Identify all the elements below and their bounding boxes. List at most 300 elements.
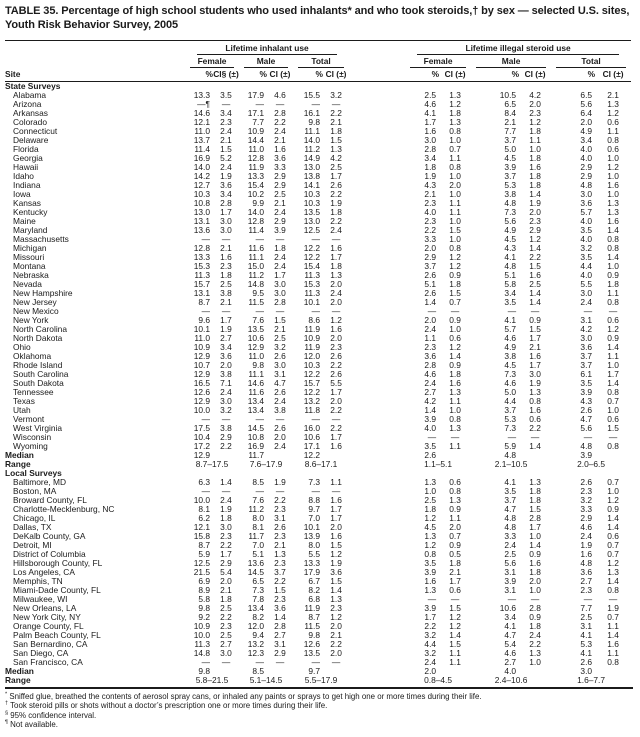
table-row (5, 145, 631, 154)
value-cell: 2.6 (580, 658, 593, 667)
value-cell: 1.3 (449, 91, 461, 100)
value-cell: — (275, 307, 285, 316)
value-cell: 6.7 (308, 577, 320, 586)
site-cell: North Carolina (13, 325, 67, 334)
value-cell: 1.8 (220, 271, 232, 280)
value-cell: 2.0 (529, 100, 541, 109)
value-cell: 10.0 (193, 406, 210, 415)
site-cell: Connecticut (13, 127, 58, 136)
value-cell: 1.3 (274, 550, 286, 559)
value-cell: 3.2 (580, 244, 593, 253)
value-cell: 1.0 (607, 361, 619, 370)
value-cell: 2.4–10.6 (494, 676, 528, 685)
value-cell: 10.0 (193, 631, 210, 640)
value-cell: 1.4 (424, 406, 437, 415)
table-row (5, 154, 631, 163)
value-cell: 2.0 (529, 577, 541, 586)
value-cell: — (255, 307, 264, 316)
value-cell: 1.4 (529, 190, 541, 199)
value-cell: 2.1 (274, 136, 286, 145)
value-cell: — (608, 595, 618, 604)
value-cell: 1.6 (607, 181, 619, 190)
site-cell: Memphis, TN (13, 577, 63, 586)
value-cell: 2.3 (274, 595, 286, 604)
value-cell: 16.0 (303, 424, 320, 433)
value-cell: 5.4 (220, 568, 232, 577)
value-cell: 8.6–17.1 (304, 460, 338, 469)
value-cell: 14.6 (247, 379, 264, 388)
value-cell: 1.6 (529, 559, 541, 568)
site-cell: Baltimore, MD (13, 478, 67, 487)
value-cell: 4.8 (580, 559, 593, 568)
column-gap (349, 68, 405, 82)
value-cell: 3.7 (274, 568, 286, 577)
value-cell: 1.1 (449, 397, 461, 406)
column-gap (349, 289, 405, 298)
value-cell: 7.7 (504, 127, 517, 136)
value-cell: 1.3 (330, 595, 342, 604)
table-row (5, 559, 631, 568)
value-cell: 3.0 (274, 289, 286, 298)
table-row (5, 136, 631, 145)
value-cell: 0.7 (607, 478, 619, 487)
table-row (5, 433, 631, 442)
site-cell: Michigan (13, 244, 47, 253)
value-cell: 2.2 (330, 406, 342, 415)
table-row (5, 244, 631, 253)
value-cell: 1.4 (607, 253, 619, 262)
column-gap (349, 145, 405, 154)
value-cell: 10.3 (303, 190, 320, 199)
value-cell: 2.5 (274, 190, 286, 199)
table-row (5, 262, 631, 271)
table-row (5, 325, 631, 334)
value-cell: 12.9 (193, 352, 210, 361)
value-cell: — (583, 433, 593, 442)
value-cell: — (221, 235, 231, 244)
table-row (5, 604, 631, 613)
value-cell: 1.6 (529, 406, 541, 415)
value-cell: 2.4 (274, 397, 286, 406)
value-cell: 1.5 (330, 541, 342, 550)
value-cell: 2.1 (330, 631, 342, 640)
value-cell: 0.8 (607, 136, 619, 145)
value-cell: 1.9 (529, 379, 541, 388)
value-cell: 1.0 (529, 145, 541, 154)
value-cell: 3.4 (220, 343, 232, 352)
site-header-spacer (5, 41, 185, 56)
column-gap (349, 406, 405, 415)
value-cell: 9.8 (198, 604, 210, 613)
value-cell: 3.6 (220, 181, 232, 190)
value-cell: 9.2 (198, 613, 210, 622)
value-cell: 1.3 (529, 649, 541, 658)
value-cell: 1.1 (449, 649, 461, 658)
value-cell: 8.0 (308, 541, 320, 550)
value-cell: 8.2 (308, 586, 320, 595)
site-cell: North Dakota (13, 334, 63, 343)
value-cell: 4.6 (274, 91, 286, 100)
value-cell: 11.9 (248, 163, 264, 172)
value-cell: 11.9 (304, 604, 320, 613)
value-cell: 1.8 (449, 370, 461, 379)
table-row (5, 568, 631, 577)
footnote: § 95% confidence interval. (5, 710, 97, 720)
value-cell: 1.3 (529, 388, 541, 397)
column-gap (349, 343, 405, 352)
value-cell: 13.3 (193, 91, 210, 100)
column-gap (349, 577, 405, 586)
footnotes (5, 689, 633, 730)
footnote: ¶ Not available. (5, 719, 58, 730)
value-cell: 1.0 (449, 325, 461, 334)
value-cell: 2.0 (424, 316, 437, 325)
value-cell: 3.0 (220, 226, 232, 235)
value-cell: 12.2 (303, 244, 320, 253)
value-cell: 3.4 (220, 109, 232, 118)
site-cell: Missouri (13, 253, 45, 262)
value-cell: 16.1 (303, 109, 320, 118)
value-cell: — (331, 487, 341, 496)
value-cell: 2.3 (330, 604, 342, 613)
column-gap (349, 415, 405, 424)
value-cell: 3.9 (274, 226, 286, 235)
steroid-total-header: Total (551, 55, 631, 68)
column-gap (349, 433, 405, 442)
value-cell: 1.2 (449, 100, 461, 109)
column-gap (349, 532, 405, 541)
site-cell: Tennessee (13, 388, 54, 397)
value-cell: 4.4 (580, 262, 593, 271)
value-cell: 21.5 (193, 568, 210, 577)
value-cell: 1.8 (274, 244, 286, 253)
value-cell: 2.1 (220, 586, 232, 595)
value-cell: 14.1 (303, 181, 320, 190)
summary-label: Median (5, 667, 34, 676)
table-row (5, 208, 631, 217)
value-cell: — (608, 433, 618, 442)
value-cell: 2.3 (424, 217, 437, 226)
site-cell: West Virginia (13, 424, 63, 433)
value-cell: 1.4 (607, 514, 619, 523)
value-cell: 4.6 (504, 649, 517, 658)
column-gap (349, 676, 405, 685)
site-cell: Utah (13, 406, 31, 415)
value-cell: 4.6 (504, 334, 517, 343)
table-row (5, 442, 631, 451)
value-cell: 2.0 (529, 208, 541, 217)
value-cell: 3.6 (580, 343, 593, 352)
value-cell: 5.8–21.5 (195, 676, 229, 685)
site-cell: San Diego, CA (13, 649, 69, 658)
value-cell: 3.8 (220, 424, 232, 433)
value-cell: 2.2 (529, 253, 541, 262)
value-cell: 1.4 (529, 298, 541, 307)
ci-column-header: CI (±) (439, 68, 471, 82)
value-cell: 0.9 (449, 361, 461, 370)
value-cell: 7.3 (504, 208, 517, 217)
value-cell: 1.8 (424, 505, 437, 514)
value-cell: 8.6 (308, 316, 320, 325)
value-cell: 0.7 (607, 397, 619, 406)
median-row (5, 451, 631, 460)
value-cell: — (275, 235, 285, 244)
value-cell: 1.2 (449, 613, 461, 622)
value-cell: 8.0 (252, 514, 264, 523)
value-cell: 1.7 (330, 388, 342, 397)
column-gap (349, 91, 405, 100)
value-cell: 1.4 (220, 478, 232, 487)
value-cell: 1.8 (529, 172, 541, 181)
value-cell: 12.0 (303, 352, 320, 361)
value-cell: 1.9 (424, 172, 437, 181)
value-cell: 0.9 (607, 334, 619, 343)
value-cell: 1.6 (529, 352, 541, 361)
value-cell: 13.8 (303, 172, 320, 181)
site-cell: Ohio (13, 343, 31, 352)
value-cell: 8.9 (198, 586, 210, 595)
table-row (5, 631, 631, 640)
value-cell: 4.6 (504, 379, 517, 388)
value-cell: 10.9 (193, 343, 210, 352)
percent-column-header: % (405, 68, 439, 82)
value-cell: 4.8 (504, 199, 517, 208)
table-row (5, 388, 631, 397)
value-cell: 1.4 (607, 631, 619, 640)
section-label: Local Surveys (5, 469, 62, 478)
value-cell: 2.6 (580, 478, 593, 487)
value-cell: 8.1 (252, 523, 264, 532)
table-row (5, 532, 631, 541)
value-cell: 1.3 (529, 478, 541, 487)
section-header-row (5, 469, 631, 478)
value-cell: 11.3 (304, 271, 320, 280)
site-cell: Palm Beach County, FL (13, 631, 101, 640)
value-cell: 3.7 (504, 172, 517, 181)
value-cell: 1.0 (424, 487, 437, 496)
site-cell: New York City, NY (13, 613, 81, 622)
value-cell: 11.0 (194, 127, 210, 136)
value-cell: 3.3 (424, 235, 437, 244)
value-cell: 8.2 (252, 613, 264, 622)
value-cell: 2.5 (330, 163, 342, 172)
column-gap (349, 163, 405, 172)
value-cell: 2.3 (424, 199, 437, 208)
table-row (5, 424, 631, 433)
value-cell: 1.8 (330, 127, 342, 136)
inhalant-group-header (185, 41, 349, 56)
value-cell: 4.4 (504, 397, 517, 406)
value-cell (439, 451, 471, 460)
value-cell: 2.5 (220, 280, 232, 289)
value-cell: 2.9 (424, 253, 437, 262)
value-cell: 2.6 (330, 181, 342, 190)
table-row (5, 415, 631, 424)
value-cell: 13.3 (247, 172, 264, 181)
value-cell: 3.0 (220, 523, 232, 532)
column-gap (349, 352, 405, 361)
column-gap (349, 388, 405, 397)
value-cell: 2.7 (580, 577, 593, 586)
value-cell: 2.1 (424, 190, 437, 199)
value-cell: 1.8 (529, 127, 541, 136)
value-cell: 1.1 (529, 136, 541, 145)
value-cell: 4.0 (580, 145, 593, 154)
value-cell: 1.6 (424, 127, 437, 136)
value-cell: 0.6 (607, 118, 619, 127)
value-cell: 2.8 (220, 199, 232, 208)
value-cell: 2.4 (220, 127, 232, 136)
value-cell: 1.7 (529, 361, 541, 370)
site-cell: Maine (13, 217, 36, 226)
table-row (5, 622, 631, 631)
site-cell: South Carolina (13, 370, 69, 379)
table-row (5, 406, 631, 415)
value-cell: 1.9 (607, 604, 619, 613)
value-cell: 0.9 (607, 505, 619, 514)
value-cell: 1.3 (449, 424, 461, 433)
value-cell: 2.7 (424, 388, 437, 397)
table-row (5, 253, 631, 262)
value-cell: 1.4 (529, 541, 541, 550)
value-cell: 4.2 (424, 397, 437, 406)
value-cell: 1.3 (449, 496, 461, 505)
value-cell: 5.1 (504, 271, 517, 280)
value-cell: 10.1 (303, 523, 320, 532)
value-cell: 3.0 (220, 649, 232, 658)
value-cell: 5.8 (198, 595, 210, 604)
table-header (5, 41, 631, 82)
value-cell: 1.6 (330, 532, 342, 541)
value-cell: 2.2 (330, 109, 342, 118)
value-cell: 5.1 (252, 550, 264, 559)
value-cell: 6.3 (198, 478, 210, 487)
value-cell: 3.5 (580, 253, 593, 262)
column-gap (349, 514, 405, 523)
value-cell: 2.3 (529, 109, 541, 118)
value-cell: 7.3 (504, 370, 517, 379)
value-cell (595, 451, 631, 460)
site-cell: Chicago, IL (13, 514, 56, 523)
value-cell: 0.8 (449, 244, 461, 253)
percent-column-header: % (551, 68, 595, 82)
value-cell: 2.9 (220, 433, 232, 442)
column-gap (349, 298, 405, 307)
value-cell: 0.7 (607, 613, 619, 622)
value-cell: — (275, 100, 285, 109)
table-row (5, 640, 631, 649)
value-cell: 0.7 (449, 532, 461, 541)
value-cell: 1.6 (330, 496, 342, 505)
column-gap (349, 496, 405, 505)
column-gap (349, 523, 405, 532)
table-row (5, 226, 631, 235)
value-cell: 1.7 (220, 208, 232, 217)
value-cell: 14.4 (247, 136, 264, 145)
value-cell: 1.6 (529, 163, 541, 172)
value-cell: 3.1 (504, 586, 517, 595)
value-cell: 3.8 (274, 406, 286, 415)
value-cell: 1.3 (424, 478, 437, 487)
value-cell: 12.2 (303, 388, 320, 397)
value-cell: 6.1 (580, 370, 593, 379)
value-cell: 2.2 (330, 190, 342, 199)
value-cell: 2.0 (330, 523, 342, 532)
value-cell: 4.6 (424, 370, 437, 379)
value-cell: 2.4 (580, 532, 593, 541)
value-cell: 2.0–6.5 (577, 460, 606, 469)
table-row (5, 514, 631, 523)
value-cell: 3.7 (580, 361, 593, 370)
value-cell: 14.2 (193, 172, 210, 181)
site-cell: Hawaii (13, 163, 39, 172)
value-cell: 17.5 (193, 424, 210, 433)
value-cell: 12.0 (247, 622, 264, 631)
value-cell: — (530, 595, 540, 604)
site-cell: Miami-Dade County, FL (13, 586, 101, 595)
value-cell: — (311, 487, 320, 496)
value-cell: 2.4 (220, 388, 232, 397)
value-cell: 12.5 (193, 559, 210, 568)
value-cell: 5.6 (504, 217, 517, 226)
value-cell: 0.9 (607, 271, 619, 280)
value-cell: 3.3 (274, 163, 286, 172)
value-cell: 8.4 (504, 109, 517, 118)
column-gap (349, 424, 405, 433)
value-cell: 12.9 (193, 451, 210, 460)
value-cell: —¶ (197, 100, 210, 109)
value-cell: 15.0 (247, 262, 264, 271)
column-gap (349, 100, 405, 109)
value-cell: 11.0 (248, 352, 264, 361)
column-gap (349, 262, 405, 271)
value-cell: 1.5 (449, 640, 461, 649)
value-cell: 13.5 (303, 649, 320, 658)
site-cell: New Orleans, LA (13, 604, 77, 613)
value-cell: 2.2 (274, 496, 286, 505)
site-cell: Arizona (13, 100, 42, 109)
value-cell: 13.9 (303, 532, 320, 541)
value-cell: 15.3 (193, 262, 210, 271)
value-cell: 15.7 (193, 280, 210, 289)
value-cell: 2.1 (220, 298, 232, 307)
site-cell: Massachusetts (13, 235, 69, 244)
site-cell: Rhode Island (13, 361, 63, 370)
site-cell: Nevada (13, 280, 42, 289)
column-gap (349, 613, 405, 622)
column-gap (349, 568, 405, 577)
value-cell: 4.3 (580, 397, 593, 406)
value-cell: 0.6 (449, 334, 461, 343)
value-cell: 15.3 (303, 280, 320, 289)
value-cell: 1.2 (529, 235, 541, 244)
value-cell: 1.6 (330, 325, 342, 334)
value-cell: 3.4 (504, 289, 517, 298)
value-cell: 4.0 (504, 667, 517, 676)
site-cell: San Bernardino, CA (13, 640, 88, 649)
value-cell: 0.6 (529, 415, 541, 424)
value-cell: 5.7 (580, 208, 593, 217)
value-cell: 1.9 (220, 172, 232, 181)
inhalant-total-header: Total (293, 55, 349, 68)
value-cell: 2.1 (529, 343, 541, 352)
value-cell: 14.6 (193, 109, 210, 118)
value-cell: 1.8 (607, 280, 619, 289)
value-cell: — (450, 433, 460, 442)
value-cell: 2.8 (529, 514, 541, 523)
value-cell: 3.2 (330, 91, 342, 100)
yrbs-table (5, 40, 631, 685)
